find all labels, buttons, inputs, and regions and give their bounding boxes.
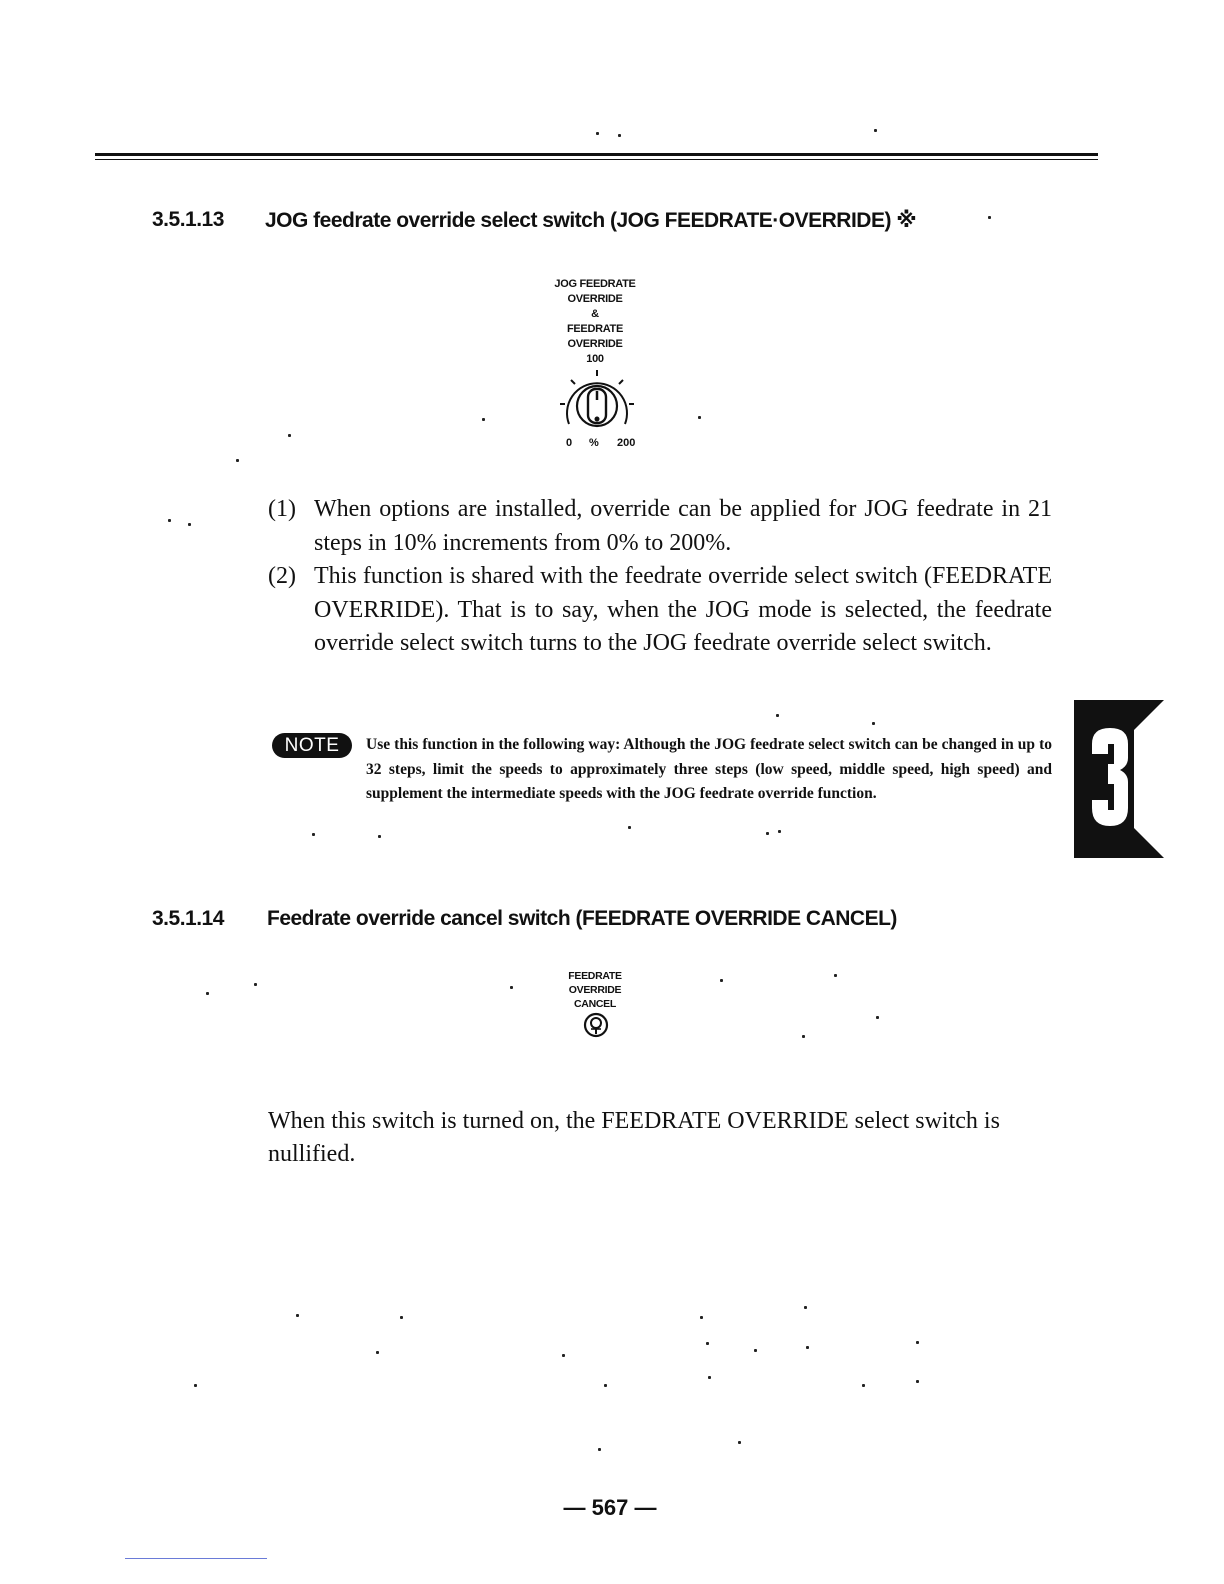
scan-speck xyxy=(834,974,837,977)
scan-speck xyxy=(802,1035,805,1038)
cancel-label-line: FEEDRATE xyxy=(568,970,622,982)
section-number: 3.5.1.13 xyxy=(152,208,224,231)
scan-speck xyxy=(708,1376,711,1379)
scan-edge-line xyxy=(125,1558,267,1559)
chapter-tab-3 xyxy=(1074,700,1164,860)
feature-list xyxy=(268,493,1052,661)
list-item xyxy=(268,493,1052,560)
cancel-label-line: CANCEL xyxy=(574,998,616,1010)
dial-label-line: JOG FEEDRATE xyxy=(554,278,636,290)
scan-speck xyxy=(720,979,723,982)
scan-speck xyxy=(872,722,875,725)
scan-speck xyxy=(776,714,779,717)
note-badge: NOTE xyxy=(272,733,352,758)
scan-speck xyxy=(876,1016,879,1019)
section-number: 3.5.1.14 xyxy=(152,907,224,930)
scan-speck xyxy=(482,418,485,421)
dial-label-line: & xyxy=(591,308,599,320)
scan-speck xyxy=(778,830,781,833)
scan-speck xyxy=(706,1342,709,1345)
scan-speck xyxy=(188,523,191,526)
page-number: — 567 — xyxy=(563,1495,657,1520)
scan-speck xyxy=(916,1380,919,1383)
scan-speck xyxy=(288,434,291,437)
header-rule-thick xyxy=(95,153,1098,156)
scan-speck xyxy=(236,459,239,462)
body-paragraph: When this switch is turned on, the FEEDRATE OVERRIDE select switch is nullified. xyxy=(268,1108,1000,1167)
scan-speck xyxy=(628,826,631,829)
scan-speck xyxy=(738,1441,741,1444)
scan-speck xyxy=(296,1314,299,1317)
dial-label-line: FEEDRATE xyxy=(566,323,624,335)
dial-label-line: OVERRIDE xyxy=(567,338,623,350)
section-title: JOG feedrate override select switch (JOG FEEDRATE·OVERRIDE) ※ xyxy=(265,209,917,232)
list-text: When options are installed, override can be applied for JOG feedrate in 21 steps in 10% increments from 0% to 200%. xyxy=(314,496,1052,556)
scan-speck xyxy=(806,1346,809,1349)
dial-label-line: OVERRIDE xyxy=(567,293,623,305)
scan-speck xyxy=(400,1316,403,1319)
scan-speck xyxy=(254,983,257,986)
list-text: This function is shared with the feedrate override select switch (FEEDRATE OVERRIDE). That is to say, when the JOG mode is selected, the feedrate override select switch turns to the JOG feedrate override select switch. xyxy=(314,563,1052,656)
section-title: Feedrate override cancel switch (FEEDRATE OVERRIDE CANCEL) xyxy=(267,907,897,930)
scan-speck xyxy=(596,132,599,135)
dial-label-line: 100 xyxy=(586,353,604,365)
scan-speck xyxy=(754,1349,757,1352)
scan-speck xyxy=(510,986,513,989)
scan-speck xyxy=(618,134,621,137)
scan-speck xyxy=(874,129,877,132)
list-marker: (2) xyxy=(268,563,296,589)
scan-speck xyxy=(312,833,315,836)
scan-speck xyxy=(206,992,209,995)
scan-speck xyxy=(194,1384,197,1387)
scan-speck xyxy=(700,1316,703,1319)
scan-speck xyxy=(916,1341,919,1344)
scan-speck xyxy=(804,1306,807,1309)
scan-speck xyxy=(604,1384,607,1387)
scan-speck xyxy=(562,1354,565,1357)
dial-max-label: 200 xyxy=(617,437,636,449)
list-marker: (1) xyxy=(268,496,296,522)
chapter-tab-label xyxy=(1105,750,1106,751)
note-text: Use this function in the following way: Although the JOG feedrate select switch can be changed in up to 32 steps, limit the speeds to approximately three steps (low speed, middle speed, high speed) and supplement the intermediate speeds with the JOG feedrate override function. xyxy=(366,736,1052,802)
dial-unit-label: % xyxy=(589,437,599,449)
scan-speck xyxy=(378,835,381,838)
header-rule-thin xyxy=(95,159,1098,160)
dial-label xyxy=(530,277,660,367)
dial-min-label: 0 xyxy=(566,437,573,449)
scan-speck xyxy=(376,1351,379,1354)
cancel-label-line: OVERRIDE xyxy=(568,984,622,996)
list-item xyxy=(268,560,1052,661)
scan-speck xyxy=(698,416,701,419)
scan-speck xyxy=(766,832,769,835)
scan-speck xyxy=(168,519,171,522)
override-dial-icon xyxy=(555,368,639,440)
lamp-switch-icon xyxy=(583,1012,609,1038)
scan-speck xyxy=(862,1384,865,1387)
cancel-switch-label xyxy=(545,969,645,1011)
scan-speck xyxy=(598,1448,601,1451)
scan-speck xyxy=(988,216,991,219)
